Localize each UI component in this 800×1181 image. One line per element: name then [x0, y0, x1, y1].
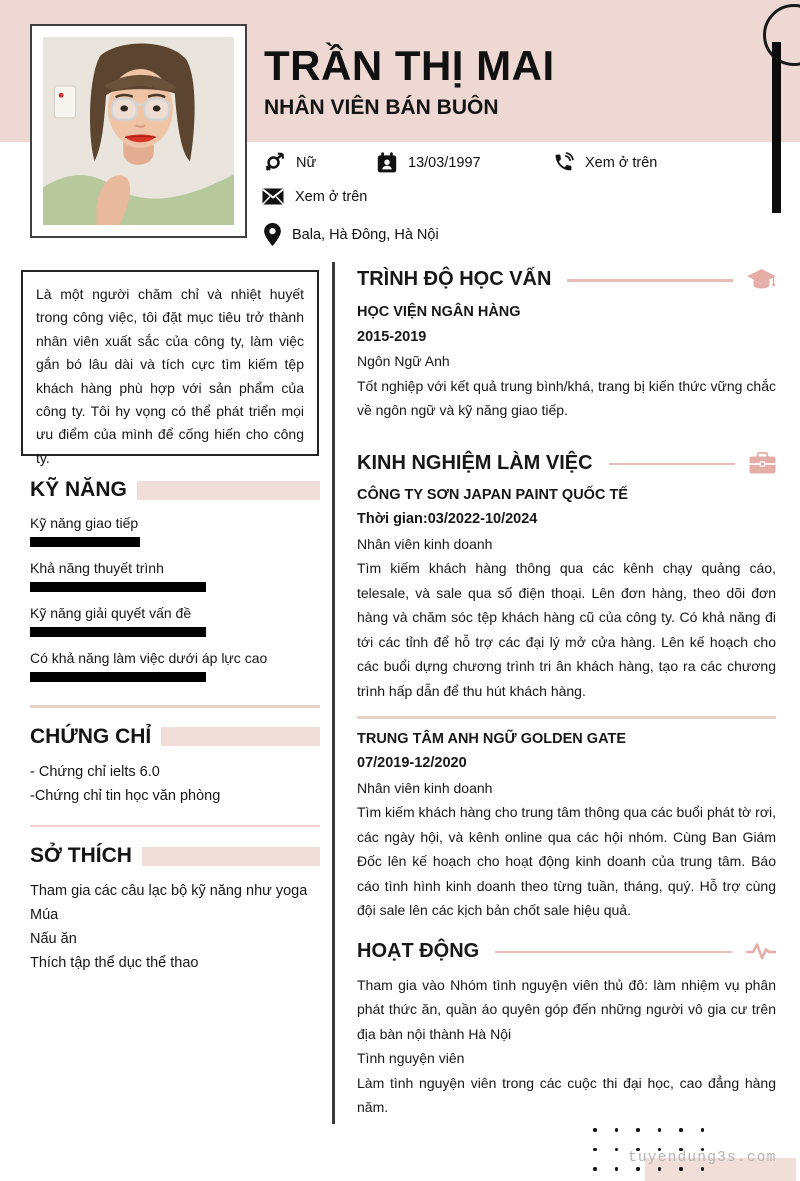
skills-heading-accent [137, 481, 320, 500]
hobby-item: Tham gia các câu lạc bộ kỹ năng như yoga [30, 883, 308, 899]
profile-photo [43, 37, 234, 225]
hobby-item: Thích tập thể dục thể thao [30, 955, 199, 971]
dot [636, 1167, 640, 1171]
skill-level-bar [30, 537, 140, 547]
job-time: 07/2019-12/2020 [357, 755, 467, 771]
hobby-item: Nấu ăn [30, 931, 77, 947]
experience-heading: KINH NGHIỆM LÀM VIỆC [357, 451, 593, 474]
hobbies-list [30, 879, 320, 975]
address-value: Bala, Hà Đông, Hà Nội [292, 226, 439, 243]
dot [593, 1148, 597, 1152]
contact-dob [377, 152, 481, 173]
gender-icon [264, 152, 285, 173]
skill-item [30, 560, 320, 592]
pulse-icon [746, 942, 776, 961]
watermark-text: tuyendung3s.com [628, 1150, 777, 1166]
skill-item [30, 515, 320, 547]
column-divider-line [332, 262, 335, 1124]
experience-divider [357, 716, 776, 719]
skill-label: Khả năng thuyết trình [30, 560, 164, 576]
skill-level-bar [30, 627, 206, 637]
skill-item [30, 650, 320, 682]
briefcase-icon [749, 452, 776, 474]
dot [636, 1128, 640, 1132]
right-column [357, 268, 776, 1120]
job-company: TRUNG TÂM ANH NGỮ GOLDEN GATE [357, 730, 626, 747]
dot [701, 1167, 705, 1171]
education-heading: TRÌNH ĐỘ HỌC VẤN [357, 268, 552, 290]
education-section-header [357, 268, 776, 291]
dob-value: 13/03/1997 [408, 154, 481, 171]
education-major: Ngôn Ngữ Anh [357, 353, 450, 369]
hobbies-section [30, 844, 320, 975]
profile-photo-frame [30, 24, 247, 238]
contact-phone [553, 152, 657, 173]
education-school: HỌC VIỆN NGÂN HÀNG [357, 304, 521, 320]
dot [615, 1148, 619, 1152]
dot [593, 1167, 597, 1171]
skill-label: Có khả năng làm việc dưới áp lực cao [30, 650, 268, 666]
certificate-item: -Chứng chỉ tin học văn phòng [30, 787, 221, 804]
job-role: Nhân viên kinh doanh [357, 779, 493, 796]
phone-icon [553, 152, 574, 173]
dot [658, 1167, 662, 1171]
job-role: Nhân viên kinh doanh [357, 535, 493, 552]
candidate-name: TRẦN THỊ MAI [264, 42, 555, 89]
activities-section-header [357, 940, 776, 963]
experience-section-header [357, 452, 776, 475]
envelope-icon [262, 188, 284, 205]
certificates-list [30, 760, 320, 808]
left-column [30, 478, 320, 975]
dot [679, 1128, 683, 1132]
dot [658, 1128, 662, 1132]
skills-heading: KỸ NĂNG [30, 478, 127, 501]
portrait-illustration [43, 37, 234, 225]
job-description: Tìm kiếm khách hàng cho trung tâm thông qua các buổi phát tờ rơi, các ngày hội, và kênh online qua các hội nhóm. Cùng Ban Giám Đốc lên kế hoạch cho hoạt động kinh doanh của trung tâm. Báo cáo tình hình kinh doanh theo từng tuần, tháng, quý. Hỗ trợ cùng đội sale lên các kịch bản chốt sale hiệu quả. [357, 804, 776, 918]
left-divider [30, 705, 320, 708]
job-description: Tìm kiếm khách hàng thông qua các kênh chạy quảng cáo, telesale, và sale qua số điện thoại. Lên đơn hàng, theo dõi đơn hàng và chăm sóc tệp khách hàng cũ của công ty. Có khả năng đi tới các tỉnh để hỗ trợ các đại lý mở cửa hàng. Lên kế hoạch cho các buổi dựng chương trình tri ân khách hàng, tạo ra các chương trình hấp dẫn để thu hút khách hàng. [357, 560, 776, 699]
summary-box: Là một người chăm chỉ và nhiệt huyết trong công việc, tôi đặt mục tiêu trở thành nhân viên xuất sắc của công ty, làm việc gắn bó lâu dài và tích cực tìm kiếm tệp khách hàng phù hợp với sản phẩm của công ty. Tôi hy vọng có thể phát triển mọi ưu điểm của mình để cống hiến cho công ty. [21, 270, 319, 456]
contact-address [264, 223, 439, 246]
experience-heading-line [609, 463, 735, 466]
job-block [357, 483, 776, 704]
hobbies-heading: SỞ THÍCH [30, 844, 132, 867]
job-company: CÔNG TY SƠN JAPAN PAINT QUỐC TẾ [357, 486, 628, 503]
skill-label: Kỹ năng giao tiếp [30, 515, 139, 531]
dot [615, 1128, 619, 1132]
dot [615, 1167, 619, 1171]
activities-heading-line [495, 951, 732, 954]
activities-block [357, 973, 776, 1120]
skills-section-header [30, 478, 320, 502]
job-block [357, 727, 776, 923]
phone-value: Xem ở trên [585, 154, 658, 171]
hobbies-heading-accent [142, 847, 320, 866]
contact-email [262, 188, 367, 205]
education-description: Tốt nghiệp với kết quả trung bình/khá, trang bị kiến thức vững chắc về ngôn ngữ và kỹ năng giao tiếp. [357, 377, 776, 418]
education-block [357, 300, 776, 423]
skill-level-bar [30, 582, 206, 592]
hobbies-section-header [30, 844, 320, 868]
certificates-section-header [30, 725, 320, 749]
certificates-heading-accent [161, 727, 320, 746]
calendar-icon [377, 152, 397, 173]
candidate-job-title: NHÂN VIÊN BÁN BUÔN [264, 96, 499, 119]
graduation-cap-icon [747, 269, 776, 291]
education-heading-line [567, 279, 733, 282]
dot [593, 1128, 597, 1132]
skill-label: Kỹ năng giải quyết vấn đề [30, 605, 192, 621]
skill-level-bar [30, 672, 206, 682]
dot [701, 1128, 705, 1132]
activity-line: Tình nguyện viên [357, 1050, 465, 1066]
skill-item [30, 605, 320, 637]
job-time: Thời gian:03/2022-10/2024 [357, 511, 538, 527]
vertical-bar-decoration [772, 42, 781, 213]
gender-value: Nữ [296, 154, 317, 171]
activity-line: Làm tình nguyện viên trong các cuộc thi đại học, cao đẳng hàng năm. [357, 1074, 776, 1115]
certificates-section [30, 725, 320, 808]
certificate-item: - Chứng chỉ ielts 6.0 [30, 763, 160, 780]
left-divider [30, 825, 320, 828]
activity-line: Tham gia vào Nhóm tình nguyện viên thủ đô: làm nhiệm vụ phân phát thức ăn, quần áo quyên góp đến những người vô gia cư trên địa bàn nội thành Hà Nội [357, 976, 776, 1042]
location-pin-icon [264, 223, 281, 246]
dot [679, 1167, 683, 1171]
education-years: 2015-2019 [357, 328, 427, 345]
activities-heading: HOẠT ĐỘNG [357, 939, 480, 962]
certificates-heading: CHỨNG CHỈ [30, 724, 152, 748]
hobby-item: Múa [30, 907, 59, 923]
email-value: Xem ở trên [295, 188, 368, 205]
contact-gender [264, 152, 316, 173]
